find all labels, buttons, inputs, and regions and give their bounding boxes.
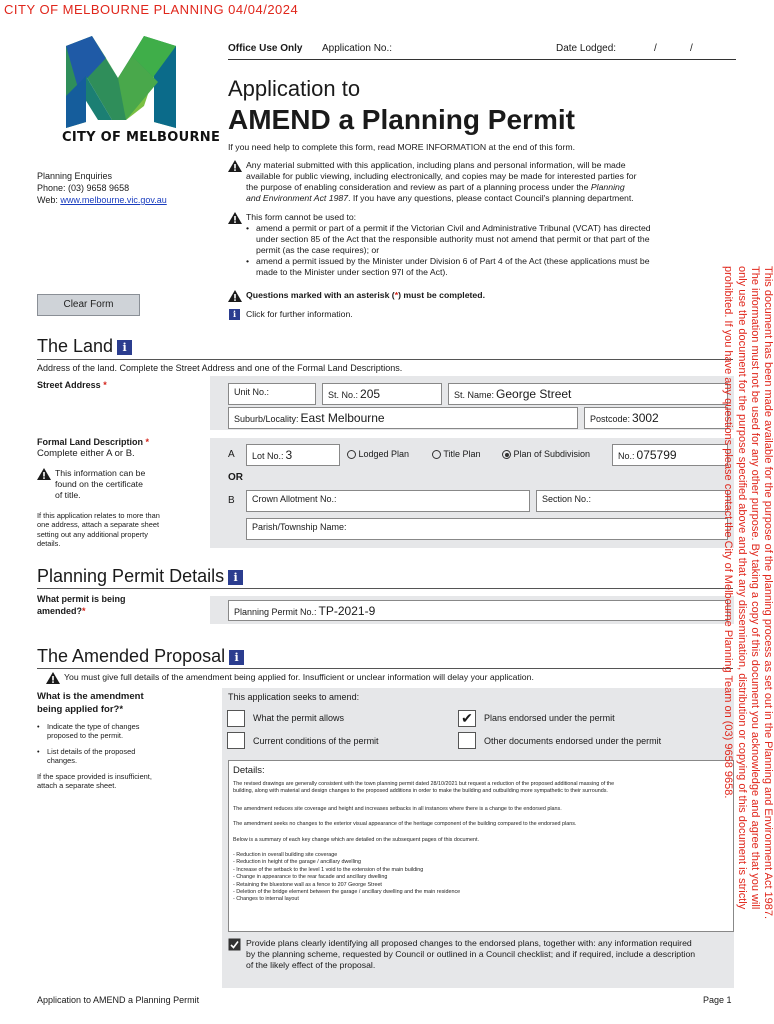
restriction-heading: This form cannot be used to: xyxy=(246,212,357,222)
question-line: amended? xyxy=(37,606,83,616)
planning-enquiries xyxy=(37,170,167,206)
field-value: TP-2021-9 xyxy=(318,604,376,618)
info-icon[interactable]: i xyxy=(229,309,240,320)
or-label: OR xyxy=(228,472,243,483)
field-label: Suburb/Locality: xyxy=(234,414,299,424)
warning-icon xyxy=(37,468,51,480)
street-address-label: Street Address * xyxy=(37,380,107,390)
question-line: being applied for?* xyxy=(37,704,124,715)
radio-button-selected[interactable] xyxy=(502,450,511,459)
info-note xyxy=(228,309,353,320)
privacy-warning xyxy=(228,160,728,204)
formal-land-label: Formal Land Description * Complete either A or B. xyxy=(37,437,150,459)
info-icon[interactable]: i xyxy=(229,650,244,665)
parish-township-field[interactable] xyxy=(246,518,728,540)
help-line: If you need help to complete this form, read MORE INFORMATION at the end of this form. xyxy=(228,142,575,152)
enquiries-phone: Phone: (03) 9658 9658 xyxy=(37,183,130,193)
street-no-field[interactable] xyxy=(322,383,442,405)
page-title: AMEND a Planning Permit xyxy=(228,104,575,135)
street-address-text: Street Address xyxy=(37,380,101,390)
title-line-1: Application to xyxy=(228,76,361,101)
checkbox-current-conditions[interactable] xyxy=(227,732,245,749)
date-lodged-label: Date Lodged: xyxy=(556,43,617,54)
document-icon xyxy=(228,938,241,951)
act-name: Planning xyxy=(590,182,625,192)
street-name-field[interactable] xyxy=(448,383,728,405)
footer-title: Application to AMEND a Planning Permit xyxy=(37,995,200,1005)
section-title-text: The Amended Proposal xyxy=(37,646,226,666)
restriction-line: • amend a permit issued by the Minister under Division 6 of Part 4 of the Act (these applications must be xyxy=(256,256,650,266)
certificate-note-line: This information can be xyxy=(55,468,146,478)
checkbox-label: Other documents endorsed under the permit xyxy=(484,736,662,746)
asterisk-note-text: Questions marked with an asterisk ( xyxy=(246,290,395,300)
change-item: - Changes to internal layout xyxy=(233,896,299,903)
field-value: 075799 xyxy=(636,448,677,462)
section-divider xyxy=(37,668,733,669)
section-title-permit xyxy=(37,566,243,587)
checkbox-label: Plans endorsed under the permit xyxy=(484,713,615,723)
change-item: - Reduction in height of the garage / ancillary dwelling xyxy=(233,859,361,866)
multiple-address-note xyxy=(37,511,160,549)
provide-line: Provide plans clearly identifying all proposed changes to the endorsed plans, together with: any information required xyxy=(246,938,692,948)
logo-wordmark: CITY OF MELBOURNE xyxy=(62,130,221,145)
section-title-text: The Land xyxy=(37,336,114,356)
radio-label: Title Plan xyxy=(443,449,481,459)
check-mark-icon: ✔ xyxy=(461,710,473,726)
warning-icon xyxy=(228,160,242,172)
checkbox-permit-allows[interactable] xyxy=(227,710,245,727)
radio-lodged-plan[interactable] xyxy=(347,449,409,459)
section-no-field[interactable] xyxy=(536,490,728,512)
hint-line: If the space provided is insufficient, xyxy=(37,771,152,781)
privacy-warning-text: the purpose of enabling consideration and review as part of a planning process under the xyxy=(246,182,591,192)
field-label: Planning Permit No.: xyxy=(234,607,317,617)
warning-icon xyxy=(46,672,60,684)
act-name: and Environment Act 1987 xyxy=(246,193,349,203)
proposal-warning-text: You must give full details of the amendment being applied for. Insufficient or unclear information will delay your application. xyxy=(64,672,534,682)
details-line: Below is a summary of each key change which are detailed on the subsequent pages of this document. xyxy=(233,836,480,843)
info-icon[interactable]: i xyxy=(117,340,132,355)
option-b-label: B xyxy=(228,495,235,506)
asterisk-symbol: * xyxy=(394,290,399,300)
field-label: St. No.: xyxy=(328,390,359,400)
restriction-line: under section 85 of the Act that the responsible authority must not amend that permit or that part of the xyxy=(256,234,650,244)
date-slash-1: / xyxy=(654,43,657,54)
radio-label: Lodged Plan xyxy=(358,449,410,459)
field-value: East Melbourne xyxy=(300,411,385,425)
field-label: Parish/Township Name: xyxy=(252,522,347,532)
complete-either-text: Complete either A or B. xyxy=(37,448,135,459)
field-label: Lot No.: xyxy=(252,451,284,461)
suburb-field[interactable] xyxy=(228,407,578,429)
application-no-label: Application No.: xyxy=(322,43,393,54)
field-value: 3002 xyxy=(632,411,659,425)
proposal-warning xyxy=(46,672,534,683)
field-label: No.: xyxy=(618,451,635,461)
field-label: Postcode: xyxy=(590,414,631,424)
details-label: Details: xyxy=(233,765,265,776)
enquiries-heading: Planning Enquiries xyxy=(37,171,113,181)
certificate-note-line: found on the certificate xyxy=(55,479,143,489)
permit-question: What permit is being amended?* xyxy=(37,594,126,616)
disclaimer-line: The information must not be used for any other purpose. By taking a copy of this document you acknowledge and agree that you will xyxy=(748,266,761,910)
section-divider xyxy=(37,588,733,589)
section-title-land xyxy=(37,336,132,357)
disclaimer-line: This document has been made available for the purpose of the planning process as set out in the Planning and Environment Act 1987. xyxy=(762,266,774,920)
change-item: - Reduction in overall building site coverage xyxy=(233,852,338,859)
radio-plan-of-subdivision[interactable] xyxy=(502,449,590,459)
vertical-disclaimer xyxy=(712,266,774,1022)
privacy-warning-text: . If you have any questions, please contact Council's planning department. xyxy=(348,193,634,203)
section-divider xyxy=(37,359,733,360)
note-line: setting out any additional property xyxy=(37,529,148,539)
amendment-hints xyxy=(37,722,207,790)
web-label: Web: xyxy=(37,195,61,205)
details-textarea[interactable] xyxy=(228,760,734,932)
restriction-line: permit (as the case requires); or xyxy=(256,245,380,255)
field-label: Crown Allotment No.: xyxy=(252,494,337,504)
asterisk-note-text: ) must be completed. xyxy=(398,290,485,300)
field-label: St. Name: xyxy=(454,390,495,400)
crown-allotment-field[interactable] xyxy=(246,490,530,512)
change-list xyxy=(233,852,733,904)
details-line: The amendment seeks no changes to the exterior visual appearance of the heritage component of the building compared to the endorsed plans. xyxy=(233,821,577,828)
page-number: Page 1 xyxy=(703,995,732,1005)
field-label: Section No.: xyxy=(542,494,592,504)
checkbox-plans-endorsed[interactable] xyxy=(458,710,476,727)
privacy-warning-line: Any material submitted with this application, including plans and personal information, will be made xyxy=(246,160,626,170)
postcode-field[interactable] xyxy=(584,407,728,429)
planning-stamp: CITY OF MELBOURNE PLANNING 04/04/2024 xyxy=(4,2,299,17)
change-item: - Increase of the setback to the level 1 void to the extension of the main building xyxy=(233,866,424,873)
restriction-line: • amend a permit or part of a permit if the Victorian Civil and Administrative Tribunal (VCAT) has directed xyxy=(256,223,651,233)
hint-line: attach a separate sheet. xyxy=(37,781,117,791)
asterisk-note xyxy=(228,290,485,301)
warning-icon xyxy=(228,212,242,224)
radio-button[interactable] xyxy=(347,450,356,459)
website-link[interactable]: www.melbourne.vic.gov.au xyxy=(60,195,167,205)
change-item: - Retaining the bluestone wall as a fence to 207 George Street xyxy=(233,881,382,888)
checkbox-label: Current conditions of the permit xyxy=(253,736,379,746)
lot-no-field[interactable] xyxy=(246,444,340,466)
info-icon[interactable]: i xyxy=(228,570,243,585)
field-label: Unit No.: xyxy=(234,387,270,397)
radio-button[interactable] xyxy=(432,450,441,459)
radio-label: Plan of Subdivision xyxy=(513,449,591,459)
office-use-label: Office Use Only xyxy=(228,43,303,54)
details-line: building, along with material and design changes to the proposed additions in order to make the building and outbuilding more sympathetic to their surrounds. xyxy=(233,788,608,795)
option-a-label: A xyxy=(228,449,235,460)
warning-icon xyxy=(228,290,242,302)
note-line: If this application relates to more than xyxy=(37,511,160,520)
change-item: - Deletion of the bridge element between the garage / ancillary dwelling and the main residence xyxy=(233,889,461,896)
info-note-text: Click for further information. xyxy=(246,309,353,319)
planning-permit-no-field[interactable] xyxy=(228,600,728,621)
disclaimer-line: prohibited. If you have any questions please contact the City of Melbourne Planning Team on (03) 9658 9658. xyxy=(722,266,735,799)
provide-plans-note xyxy=(228,938,728,971)
provide-line: of the likely effect of the proposal. xyxy=(246,960,376,970)
restriction-line: made to the Minister under section 97I of the Act). xyxy=(256,267,448,277)
details-line: The amendment reduces site coverage and height and increases setbacks in all instances where there is a change to the endorsed plans. xyxy=(233,805,562,812)
note-line: details. xyxy=(37,539,61,549)
restriction-bullet xyxy=(246,223,730,256)
disclaimer-line: only use the document for the purpose specified above and that any dissemination, distribution or copying of this document is strictly xyxy=(735,266,748,910)
question-line: What is the amendment xyxy=(37,691,144,702)
city-of-melbourne-logo xyxy=(58,36,184,136)
question-line: What permit is being xyxy=(37,594,126,604)
unit-no-field[interactable] xyxy=(228,383,316,405)
privacy-warning-line: available for public viewing, including electronically, and copies may be made for interested parties for xyxy=(246,171,637,181)
provide-line: by the planning scheme, requested by Council or outlined in a Council checklist; and if required, include a description xyxy=(246,949,696,959)
clear-form-button[interactable]: Clear Form xyxy=(37,294,140,316)
seeks-to-amend-label: This application seeks to amend: xyxy=(228,692,360,702)
land-description: Address of the land. Complete the Street Address and one of the Formal Land Descriptions. xyxy=(37,363,403,373)
field-value: 205 xyxy=(360,387,381,401)
amendment-question xyxy=(37,690,144,716)
certificate-note-line: of title. xyxy=(55,490,81,500)
formal-land-text: Formal Land Description xyxy=(37,437,144,447)
restriction-bullet xyxy=(246,256,730,278)
note-line: one address, attach a separate sheet xyxy=(37,520,160,530)
details-line: The revised drawings are generally consistent with the town planning permit dated 28/10/2021 but request a reduction of the proposed additional massing of the xyxy=(233,781,615,787)
office-use-bar xyxy=(228,40,736,60)
hint-line: proposed to the permit. xyxy=(47,731,124,741)
plan-number-field[interactable] xyxy=(612,444,728,466)
details-content xyxy=(233,781,733,904)
hint-line: • Indicate the type of changes xyxy=(47,722,140,731)
field-value: 3 xyxy=(285,448,293,462)
radio-title-plan[interactable] xyxy=(432,449,481,459)
change-item: - Change in appearance to the rear facade and ancillary dwelling xyxy=(233,874,388,881)
hint-line: • List details of the proposed xyxy=(47,746,136,756)
checkbox-other-documents[interactable] xyxy=(458,732,476,749)
section-title-text: Planning Permit Details xyxy=(37,566,225,586)
hint-line: changes. xyxy=(47,756,77,766)
field-value: George Street xyxy=(496,387,572,401)
date-slash-2: / xyxy=(690,43,693,54)
checkbox-label: What the permit allows xyxy=(253,713,345,723)
form-restriction-warning xyxy=(228,212,730,278)
section-title-proposal xyxy=(37,646,244,667)
certificate-note xyxy=(37,468,145,501)
